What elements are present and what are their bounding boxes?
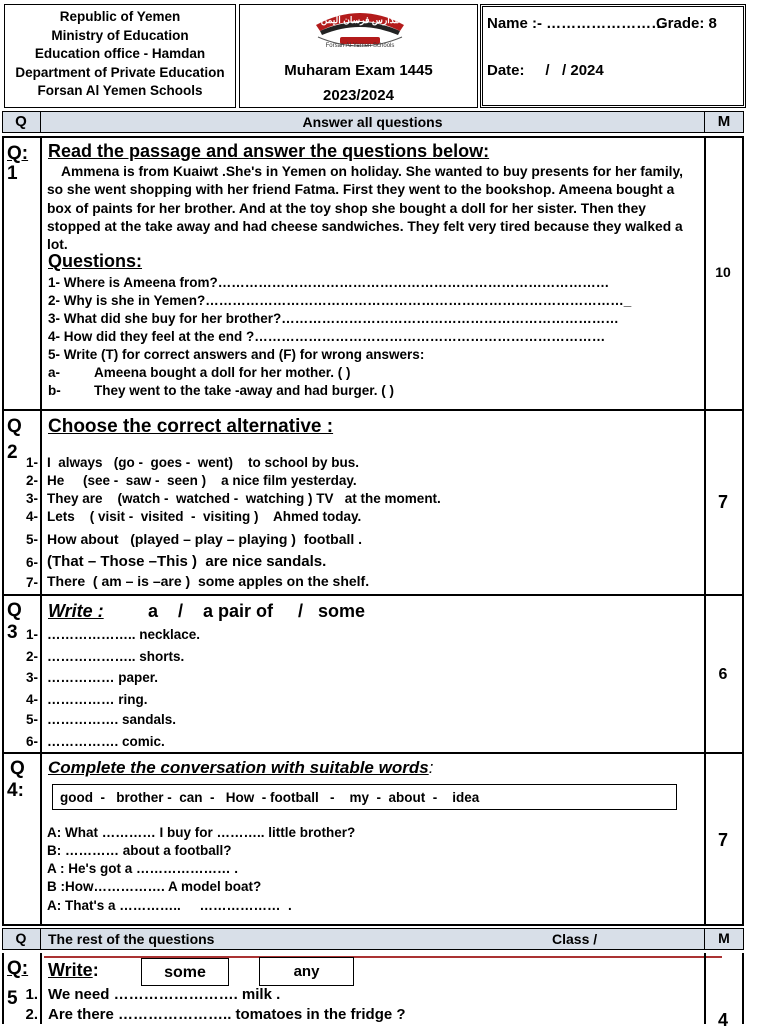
- q2-num-3: 3-: [25, 491, 38, 506]
- department-line: Department of Private Education: [15, 64, 225, 80]
- q4-title-row: [48, 758, 433, 778]
- q2-number: 2: [7, 442, 18, 463]
- exam-year: 2023/2024: [323, 87, 394, 104]
- bar2-m-label: M: [718, 930, 730, 946]
- q2-item-1: I always (go - goes - went) to school by bus.: [47, 455, 360, 470]
- q5-num-2: 2.: [25, 1006, 38, 1023]
- q1-label: Q:: [7, 143, 29, 164]
- q5-label: Q:: [7, 958, 29, 979]
- q3-label: Q: [7, 600, 22, 621]
- q3-item-4: …………… ring.: [47, 692, 148, 707]
- q5-num-1: 1.: [25, 986, 38, 1003]
- q2-num-7: 7-: [25, 575, 38, 590]
- q1-tf-b-text: They went to the take -away and had burger. ( ): [94, 383, 395, 398]
- q2-item-5: How about (played – play – playing ) football .: [47, 531, 363, 547]
- q3-num-6: 6-: [25, 734, 38, 749]
- q3-bottom: [2, 752, 744, 754]
- ministry-line: Ministry of Education: [51, 27, 189, 43]
- republic-line: Republic of Yemen: [59, 9, 181, 24]
- grade-label: Grade: 8: [656, 15, 717, 32]
- q3-num-5: 5-: [25, 712, 38, 727]
- q2-item-7: There ( am – is –are ) some apples on the shelf.: [47, 573, 370, 589]
- q3-item-6: ……………. comic.: [47, 734, 165, 749]
- q5-mark: 4: [717, 1010, 728, 1030]
- q1-question-1: 1- Where is Ameena from?……………………………………………………………………………: [48, 275, 610, 290]
- q2-item-6: (That – Those –This ) are nice sandals.: [47, 553, 327, 570]
- q2-item-4: Lets ( visit - visited - visiting ) Ahmed today.: [47, 509, 362, 524]
- q3-item-5: ……………. sandals.: [47, 712, 177, 727]
- bar2-class-label[interactable]: Class /: [552, 931, 598, 947]
- q4-line-3: A : He's got a ………………… .: [47, 861, 238, 876]
- school-info: [6, 8, 234, 101]
- q3-num-1: 1-: [25, 627, 38, 642]
- exam-title: Muharam Exam 1445: [284, 62, 433, 79]
- q4-label: Q: [10, 758, 25, 779]
- bar2-divider-left: [40, 928, 41, 950]
- q5-title: Write: [48, 960, 93, 980]
- q1-questions-title: Questions:: [48, 251, 143, 271]
- q3-title: Write :: [48, 601, 104, 621]
- q5-choice-some: some: [164, 964, 206, 981]
- q2-num-5: 5-: [25, 532, 38, 547]
- frame-right: [742, 136, 744, 926]
- q2-num-6: 6-: [25, 555, 38, 570]
- q5-title-row: [48, 960, 99, 981]
- q1-question-2: 2- Why is she in Yemen?…………………………………………………………………………………_: [48, 293, 632, 308]
- q2-title: Choose the correct alternative :: [48, 416, 334, 437]
- q5-title-colon: :: [92, 960, 99, 980]
- date-field[interactable]: Date: / / 2024: [487, 62, 604, 79]
- bar2-q-label: Q: [15, 930, 27, 946]
- q5-item-2: Are there ………………….. tomatoes in the fridge ?: [48, 1006, 406, 1023]
- q4-line-2: B: ………… about a football?: [47, 843, 232, 858]
- q1-bottom: [2, 409, 744, 411]
- q5-number: 5: [7, 988, 18, 1009]
- q2-num-4: 4-: [25, 509, 38, 524]
- q5-choice-any: any: [293, 963, 320, 980]
- q1-question-4: 4- How did they feel at the end ?……………………………………………………………………: [48, 329, 606, 344]
- q4-title: Complete the conversation with suitable words: [48, 758, 429, 777]
- q5-item-1: We need ……………………. milk .: [48, 986, 281, 1003]
- bar1-q-label: Q: [15, 113, 27, 130]
- school-line: Forsan Al Yemen Schools: [37, 83, 203, 98]
- q5-frame-q-divider: [40, 953, 42, 1024]
- q5-frame-right: [742, 953, 744, 1024]
- q1-tf-b-letter: b-: [48, 383, 61, 398]
- q2-num-2: 2-: [25, 473, 38, 488]
- q1-question-5: 5- Write (T) for correct answers and (F) for wrong answers:: [48, 347, 425, 362]
- q1-question-3: 3- What did she buy for her brother?…………………………………………………………………: [48, 311, 619, 326]
- q3-num-3: 3-: [25, 670, 38, 685]
- q3-item-1: ……………….. necklace.: [47, 627, 201, 642]
- q3-num-2: 2-: [25, 649, 38, 664]
- name-field[interactable]: Name :- ……………………: [487, 15, 667, 32]
- q4-number: 4:: [7, 780, 24, 801]
- bar2-title: The rest of the questions: [48, 931, 215, 947]
- q2-label: Q: [7, 416, 22, 437]
- frame-left: [2, 136, 4, 926]
- logo-arabic-text: مدارس فرسان اليمن: [320, 15, 400, 25]
- frame-top: [2, 136, 744, 138]
- q3-item-3: …………… paper.: [47, 670, 159, 685]
- office-line: Education office - Hamdan: [34, 46, 206, 61]
- q4-line-1: A: What ………… I buy for ……….. little brother?: [47, 825, 356, 840]
- bar1-title: Answer all questions: [302, 114, 443, 130]
- q4-word-list: good - brother - can - How - football - my - about - idea: [60, 790, 480, 805]
- q3-number: 3: [7, 622, 18, 643]
- q4-title-colon: :: [428, 758, 434, 777]
- q2-bottom: [2, 594, 744, 596]
- q2-item-3: They are (watch - watched - watching ) TV at the moment.: [47, 491, 441, 506]
- bar1-m-label: M: [717, 113, 731, 130]
- q4-bottom: [2, 924, 744, 926]
- q1-number: 1: [7, 163, 18, 184]
- q4-line-4: B :How……………. A model boat?: [47, 879, 262, 894]
- q2-item-2: He (see - saw - seen ) a nice film yesterday.: [47, 473, 357, 488]
- q3-mark: 6: [718, 666, 728, 683]
- logo-caption: Forsan Al-Yemen Schools: [325, 43, 395, 49]
- frame-m-divider: [704, 136, 706, 926]
- frame-q-divider: [40, 136, 42, 926]
- q3-options: a / a pair of / some: [148, 601, 366, 621]
- q1-passage: Ammena is from Kuaiwt .She's in Yemen on holiday. She wanted to buy presents for her family, so she went shopping with her friend Fatma. First they went to the bookshop. Ameena bought a box of paints for her brother. And at the toy shop she bought a doll for her sister. Then they stopped at the take away and had cheese sandwiches. They felt very tired because they walked a lot.: [47, 164, 683, 253]
- q4-line-5: A: That's a ………….. ……………… .: [47, 898, 292, 913]
- q2-mark: 7: [717, 492, 728, 512]
- q1-mark: 10: [715, 264, 731, 280]
- q2-num-1: 1-: [25, 455, 38, 470]
- q1-tf-a-text: Ameena bought a doll for her mother. ( ): [94, 365, 351, 380]
- q1-title: Read the passage and answer the questions below:: [48, 141, 490, 161]
- q3-item-2: ……………….. shorts.: [47, 649, 185, 664]
- q4-mark: 7: [717, 830, 728, 850]
- q3-num-4: 4-: [25, 692, 38, 707]
- school-logo: [310, 5, 410, 53]
- q5-frame-left: [2, 953, 4, 1024]
- q1-tf-a-letter: a-: [48, 365, 61, 380]
